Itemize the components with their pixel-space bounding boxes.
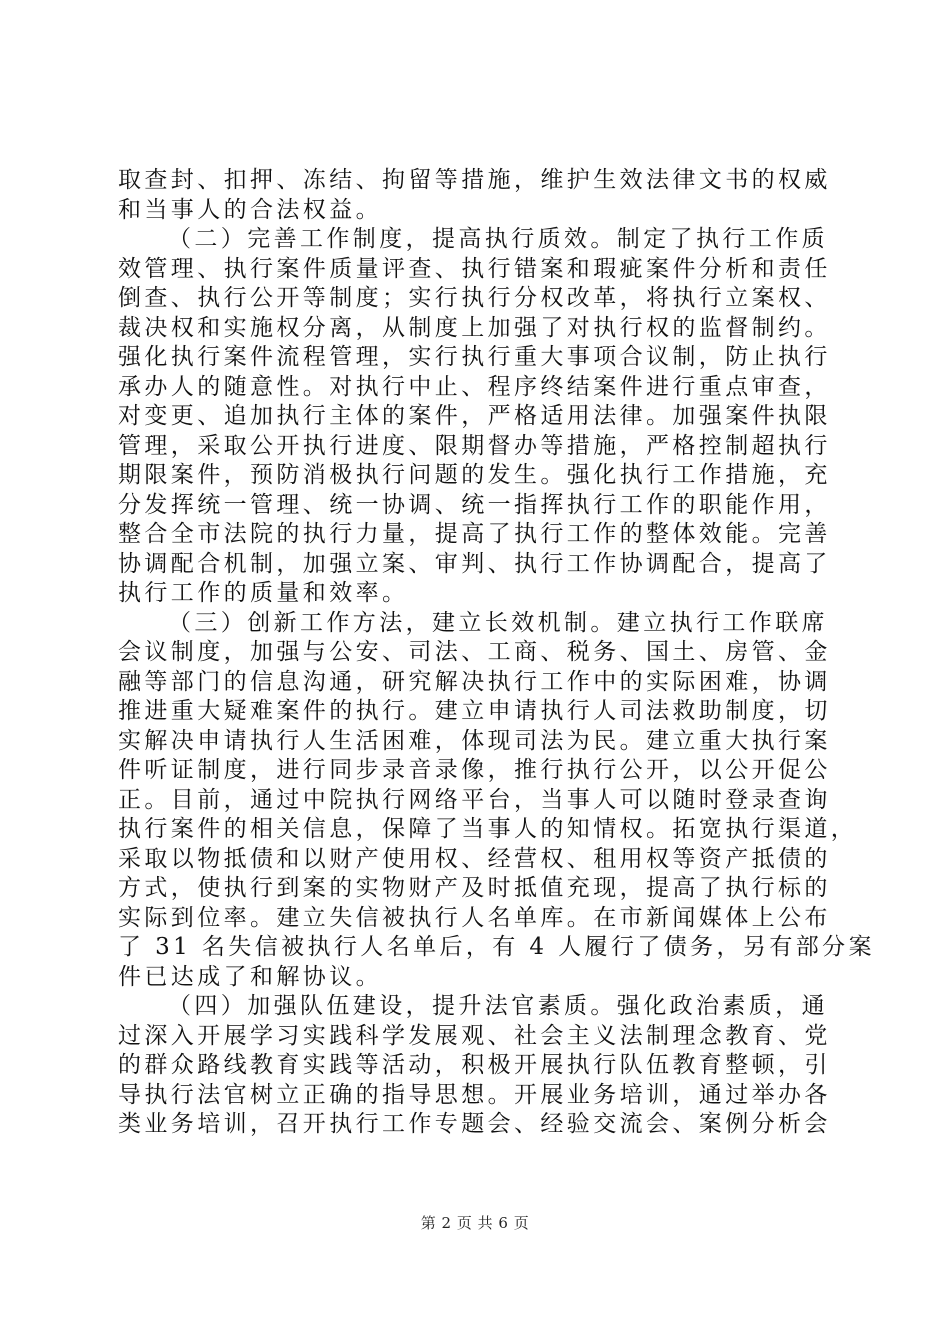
text-line: 会议制度，加强与公安、司法、工商、税务、国土、房管、金 (118, 639, 831, 665)
document-body (118, 166, 875, 1140)
text-line: 期限案件，预防消极执行问题的发生。强化执行工作措施，充 (118, 462, 831, 488)
text-line: 协调配合机制，加强立案、审判、执行工作协调配合，提高了 (118, 550, 831, 577)
text-line: 类业务培训，召开执行工作专题会、经验交流会、案例分析会 (118, 1111, 831, 1137)
text-line: 裁决权和实施权分离，从制度上加强了对执行权的监督制约。 (118, 314, 831, 341)
text-line: 和当事人的合法权益。 (118, 196, 382, 223)
text-line: 方式，使执行到案的实物财产及时抵值充现，提高了执行标的 (118, 875, 831, 901)
text-line: 过深入开展学习实践科学发展观、社会主义法制理念教育、党 (118, 1022, 831, 1049)
text-line: 执行工作的质量和效率。 (118, 580, 409, 606)
text-line: 件听证制度，进行同步录音录像，推行执行公开，以公开促公 (118, 757, 831, 783)
text-line: 整合全市法院的执行力量，提高了执行工作的整体效能。完善 (118, 521, 831, 547)
text-line: 效管理、执行案件质量评查、执行错案和瑕疵案件分析和责任 (118, 255, 831, 282)
text-line: 件已达成了和解协议。 (118, 963, 382, 990)
text-line: 采取以物抵债和以财产使用权、经营权、租用权等资产抵债的 (118, 845, 831, 872)
text-line: 分发挥统一管理、统一协调、统一指挥执行工作的职能作用， (118, 491, 831, 518)
text-line: 管理，采取公开执行进度、限期督办等措施，严格控制超执行 (118, 432, 831, 459)
text-line: 倒查、执行公开等制度；实行执行分权改革，将执行立案权、 (118, 285, 831, 311)
text-line: 对变更、追加执行主体的案件，严格适用法律。加强案件执限 (118, 403, 831, 429)
text-line: 执行案件的相关信息，保障了当事人的知情权。拓宽执行渠道， (118, 816, 858, 842)
text-line: 取查封、扣押、冻结、拘留等措施，维护生效法律文书的权威 (118, 167, 831, 193)
text-line: 的群众路线教育实践等活动，积极开展执行队伍教育整顿，引 (118, 1052, 831, 1078)
page-number-footer: 第 2 页 共 6 页 (420, 1214, 530, 1232)
paragraph-start-line: （四）加强队伍建设，提升法官素质。强化政治素质，通 (168, 993, 828, 1019)
text-line: 导执行法官树立正确的指导思想。开展业务培训，通过举办各 (118, 1081, 831, 1108)
text-line: 推进重大疑难案件的执行。建立申请执行人司法救助制度，切 (118, 698, 831, 724)
text-line: 融等部门的信息沟通，研究解决执行工作中的实际困难，协调 (118, 668, 831, 695)
text-line: 正。目前，通过中院执行网络平台，当事人可以随时登录查询 (118, 786, 831, 813)
paragraph-start-line: （二）完善工作制度，提高执行质效。制定了执行工作质 (168, 226, 828, 252)
text-line: 强化执行案件流程管理，实行执行重大事项合议制，防止执行 (118, 344, 831, 370)
text-line: 承办人的随意性。对执行中止、程序终结案件进行重点审查， (118, 373, 831, 400)
text-line: 实际到位率。建立失信被执行人名单库。在市新闻媒体上公布 (118, 904, 831, 931)
text-line: 实解决申请执行人生活困难，体现司法为民。建立重大执行案 (118, 727, 831, 754)
paragraph-start-line: （三）创新工作方法，建立长效机制。建立执行工作联席 (168, 609, 828, 636)
text-line: 了 31 名失信被执行人名单后，有 4 人履行了债务，另有部分案 (118, 934, 875, 960)
